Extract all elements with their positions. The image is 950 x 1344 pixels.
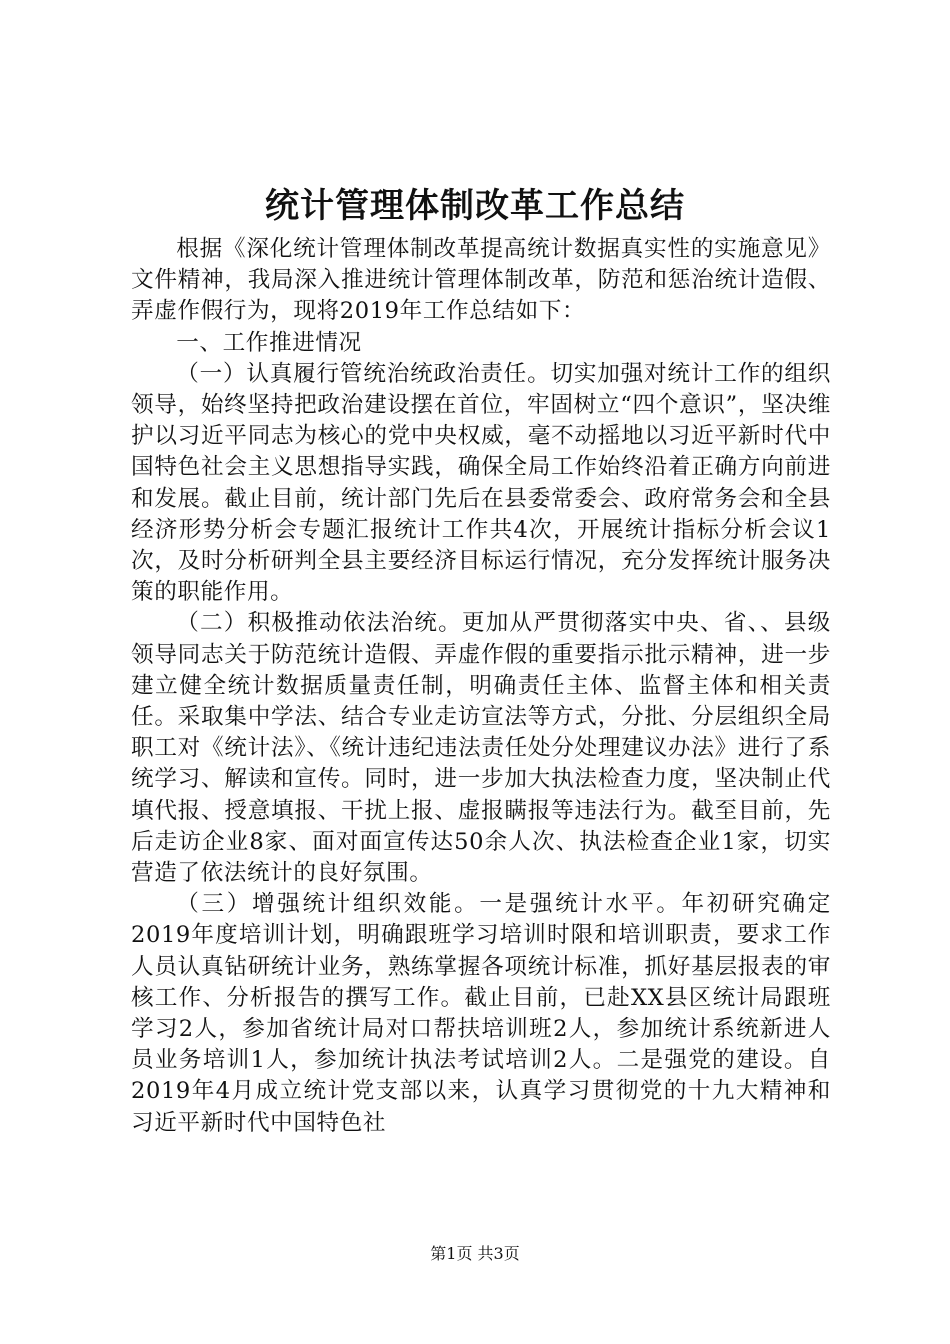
- section-heading: 一、工作推进情况: [176, 329, 362, 356]
- paragraph-item-2: （二）积极推动依法治统。更加从严贯彻落实中央、省、、县级领导同志关于防范统计造假、弄虚作假的重要指示批示精神，进一步建立健全统计数据质量责任制，明确责任主体、监督主体和相关责任。采取集中学法、结合专业走访宣法等方式，分批、分层组织全局职工对《统计法》、《统计违纪违法责任处分处理建议办法》进行了系统学习、解读和宣传。同时，进一步加大执法检查力度，坚决制止代填代报、授意填报、干扰上报、虚报瞒报等违法行为。截至目前，先后走访企业8家、面对面宣传达50余人次、执法检查企业1家，切实营造了依法统计的良好氛围。: [131, 610, 831, 887]
- paragraph-item-3: （三）增强统计组织效能。一是强统计水平。年初研究确定2019年度培训计划，明确跟班学习培训时限和培训职责，要求工作人员认真钻研统计业务，熟练掌握各项统计标准，抓好基层报表的审核工作、分析报告的撰写工作。截止目前，已赴XX县区统计局跟班学习2人，参加省统计局对口帮扶培训班2人，参加统计系统新进人员业务培训1人，参加统计执法考试培训2人。二是强党的建设。自2019年4月成立统计党支部以来，认真学习贯彻党的十九大精神和习近平新时代中国特色社: [131, 891, 831, 1136]
- document-title: 统计管理体制改革工作总结: [265, 186, 685, 226]
- page-footer: 第1页 共3页: [430, 1244, 520, 1263]
- intro-paragraph: 根据《深化统计管理体制改革提高统计数据真实性的实施意见》文件精神，我局深入推进统计管理体制改革，防范和惩治统计造假、弄虚作假行为，现将2019年工作总结如下：: [131, 236, 831, 325]
- document-body: [131, 234, 831, 1139]
- paragraph-item-1: （一）认真履行管统治统政治责任。切实加强对统计工作的组织领导，始终坚持把政治建设摆在首位，牢固树立“四个意识”，坚决维护以习近平同志为核心的党中央权威，毫不动摇地以习近平新时代中国特色社会主义思想指导实践，确保全局工作始终沿着正确方向前进和发展。截止目前，统计部门先后在县委常委会、政府常务会和全县经济形势分析会专题汇报统计工作共4次，开展统计指标分析会议1次，及时分析研判全县主要经济目标运行情况，充分发挥统计服务决策的职能作用。: [131, 360, 831, 606]
